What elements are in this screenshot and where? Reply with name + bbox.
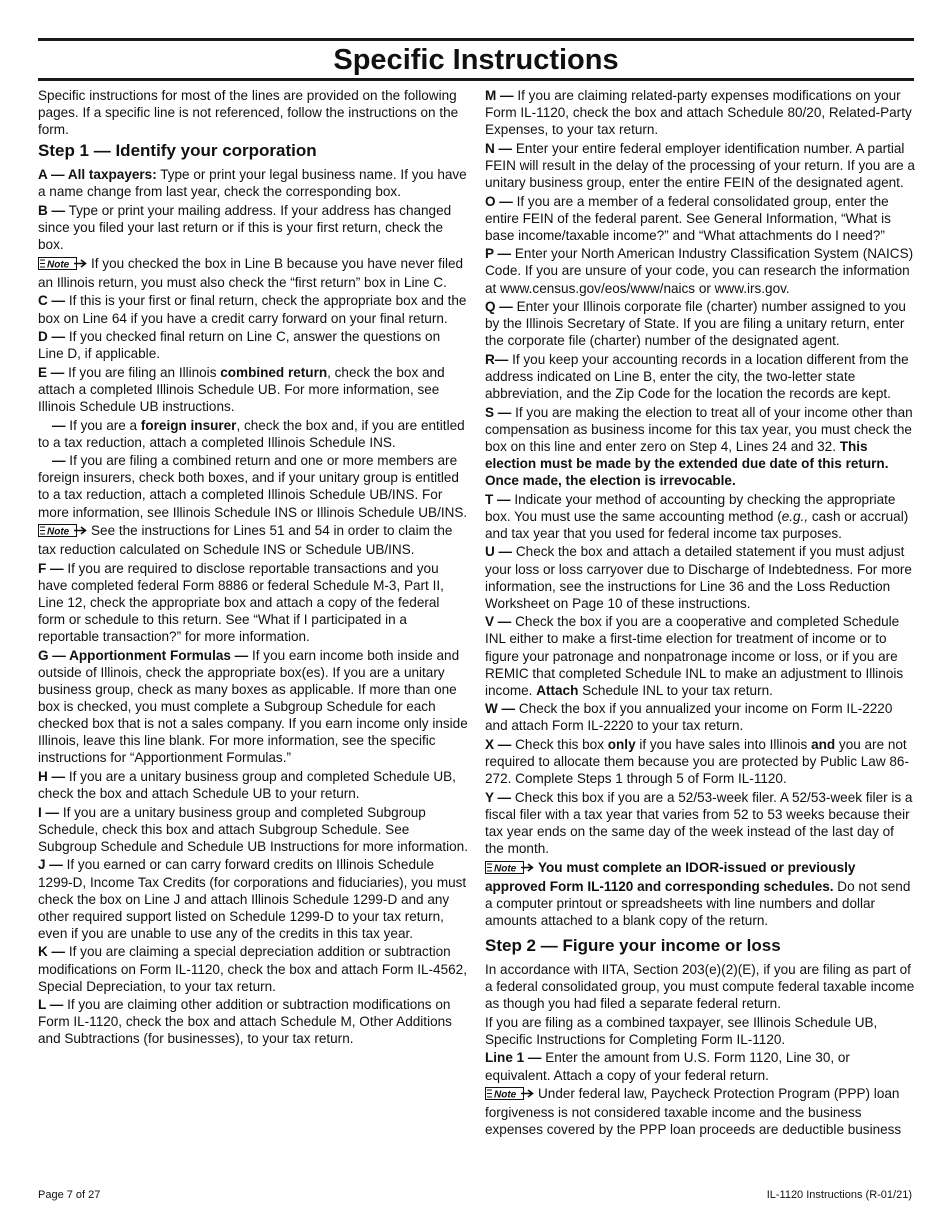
note-paragraph: Note Under federal law, Paycheck Protection Program (PPP) loan forgiveness is not considered taxable income and the business expenses covered by the PPP loan proceeds are deductible business — [485, 1086, 902, 1138]
top-rule — [38, 38, 914, 41]
line-k-paragraph: K — If you are claiming a special depreciation addition or subtraction modifications on Form IL-1120, check the box and attach Form IL-4562, Special Depreciation, to your tax return. — [38, 944, 467, 994]
line-n-paragraph: N — Enter your entire federal employer identification number. A partial FEIN will result in the delay of the processing of your return. If you are a unitary business group, enter the entire FEIN of the designated agent. — [485, 140, 915, 190]
line-x-paragraph: X — Check this box only if you have sales into Illinois and you are not required to allocate them because you are protected by Public Law 86-272. Complete Steps 1 through 5 of Form IL-1120. — [485, 736, 909, 787]
page-number: Page 7 of 27 — [38, 1189, 101, 1201]
step2-paragraph-2: If you are filing as a combined taxpayer, see Illinois Schedule UB, Specific Instructions for Completing Form IL-1120. — [485, 1014, 878, 1047]
line-h-paragraph: H — If you are a unitary business group and completed Schedule UB, check the box and attach Schedule UB to your return. — [38, 768, 456, 802]
note-paragraph: Note If you checked the box in Line B because you have never filed an Illinois return, you must also check the “first return” box in Line C. — [38, 255, 464, 290]
step1-heading: Step 1 — Identify your corporation — [38, 141, 317, 161]
svg-text:Note: Note — [494, 1089, 517, 1101]
line-y-paragraph: Y — Check this box if you are a 52/53-week filer. A 52/53-week filer is a fiscal filer with a tax year that varies from 52 to 53 weeks because their tax year ends on the same day of the week instead of the last day of the month. — [485, 789, 913, 857]
line-l-paragraph: L — If you are claiming other addition or subtraction modifications on Form IL-1120, check the box and attach Schedule M, Other Additions and Subtractions (for businesses), to your tax return. — [38, 997, 452, 1047]
line-i-paragraph: I — If you are a unitary business group and completed Subgroup Schedule, check this box and attach Subgroup Schedule. See Subgroup Schedule and Schedule UB Instructions for more information. — [38, 804, 468, 854]
line-a-paragraph: A — All taxpayers: Type or print your legal business name. If you have a name change from last year, check the corresponding box. — [38, 167, 467, 200]
line-w-paragraph: W — Check the box if you annualized your income on Form IL-2220 and attach Form IL-2220 to your tax return. — [485, 701, 893, 734]
note-icon — [485, 1087, 535, 1104]
line-j-paragraph: J — If you earned or can carry forward credits on Illinois Schedule 1299-D, Income Tax Credits (for corporations and fiduciaries), you must check the box on Line J and attach Illinois Schedule 1299-D and any other required support listed on Schedule 1299-D to your tax return, even if you are unable to use any of the credits in this tax year. — [38, 857, 467, 941]
line-o-paragraph: O — If you are a member of a federal consolidated group, enter the entire FEIN of the federal parent. See General Information, “What is base income/taxable income?” and “What attachments do I need?” — [485, 193, 891, 243]
line-e-paragraph: E — If you are filing an Illinois combined return, check the box and attach a completed Illinois Schedule UB. For more information, see Illinois Schedule UB instructions. — [38, 364, 445, 414]
note-icon — [485, 861, 535, 878]
line-u-paragraph: U — Check the box and attach a detailed statement if you must adjust your loss or loss carryover due to Discharge of Indebtedness. For more information, see the instructions for Line 36 and the Loss Reduction Worksheet on Page 10 of these instructions. — [485, 544, 912, 611]
step2-paragraph-1: In accordance with IITA, Section 203(e)(2)(E), if you are filing as part of a federal consolidated group, you must compute federal taxable income as though you had filed a separate federal return. — [485, 962, 915, 1012]
line-r-paragraph: R— If you keep your accounting records in a location different from the address indicated on Line B, enter the city, the two-letter state abbreviation, and the Zip Code for the location the records are kept. — [485, 351, 909, 402]
svg-text:Note: Note — [494, 863, 517, 874]
line-b-paragraph: B — Type or print your mailing address. If your address has changed since you filed your last return or if this is your first return, check the box. — [38, 202, 452, 253]
title-underline-rule — [38, 78, 914, 81]
right-column — [485, 87, 916, 1140]
line-q-paragraph: Q — Enter your Illinois corporate file (charter) number assigned to you by the Illinois Secretary of State. If you are filing a unitary return, enter the corporate file (charter) number of the designated agent. — [485, 299, 906, 349]
svg-text:Note: Note — [47, 526, 70, 538]
line-t-paragraph: T — Indicate your method of accounting by checking the appropriate box. You must use the same accounting method (e.g., cash or accrual) and tax year that you used for federal income tax purposes. — [485, 491, 909, 541]
line-v-paragraph: V — Check the box if you are a cooperative and completed Schedule INL either to make a first-time election for treatment of income or to figure your patronage and nonpatronage income or loss, or if you are REMIC that completed Schedule INL to make an adjustment to Illinois income. Attach Schedule INL to your tax return. — [485, 614, 904, 698]
form-revision: IL-1120 Instructions (R-01/21) — [766, 1189, 912, 1201]
note-paragraph: Note You must complete an IDOR-issued or previously approved Form IL-1120 and corresponding schedules. Do not send a computer printout or spreadsheets with line numbers and dollar amounts attached to a blank copy of the return. — [485, 859, 911, 928]
line-e-foreign-insurer-paragraph: — If you are a foreign insurer, check the box and, if you are entitled to a tax reduction, attach a completed Illinois Schedule INS. — [38, 417, 465, 450]
page-title: Specific Instructions — [333, 44, 619, 76]
line-s-paragraph: S — If you are making the election to treat all of your income other than compensation as business income for this tax year, you must check the box on this line and enter zero on Step 4, Lines 24 and 32. This election must be made by the extended due date of this return. Once made, the election is irrevocable. — [485, 404, 913, 489]
intro-paragraph: Specific instructions for most of the lines are provided on the following pages. If a specific line is not referenced, follow the instructions on the form. — [38, 88, 459, 138]
left-column — [38, 87, 469, 1049]
line-f-paragraph: F — If you are required to disclose reportable transactions and you have completed federal Form 8886 or federal Schedule M-3, Part II, Line 12, check the appropriate box and attach a copy of the federal form or schedule to this return. See “What if I participated in a reportable transaction?” for more information. — [38, 560, 444, 645]
note-icon — [38, 257, 88, 274]
line-1-paragraph: Line 1 — Enter the amount from U.S. Form 1120, Line 30, or equivalent. Attach a copy of your federal return. — [485, 1050, 850, 1083]
note-paragraph: Note See the instructions for Lines 51 and 54 in order to claim the tax reduction calculated on Schedule INS or Schedule UB/INS. — [38, 523, 453, 558]
line-d-paragraph: D — If you checked final return on Line C, answer the questions on Line D, if applicable. — [38, 329, 441, 362]
note-icon — [38, 524, 88, 541]
line-g-paragraph: G — Apportionment Formulas — If you earn income both inside and outside of Illinois, check the appropriate box(es). If you are a unitary business group, check as many boxes as applicable. If more than one box is checked, you must complete a Subgroup Schedule for each checked box that is not a sales company. If you earn income only inside Illinois, leave this line blank. For more information, see the specific instructions for “Apportionment Formulas.” — [38, 647, 468, 766]
line-c-paragraph: C — If this is your first or final return, check the appropriate box and the box on Line 64 if you have a credit carry forward on your final return. — [38, 293, 467, 326]
line-m-paragraph: M — If you are claiming related-party expenses modifications on your Form IL-1120, check the box and attach Schedule 80/20, Related-Party Expenses, to your tax return. — [485, 88, 912, 138]
line-e-combined-insurer-paragraph: — If you are filing a combined return and one or more members are foreign insurers, check both boxes, and if your unitary group is entitled to a tax reduction, attach a completed Illinois Schedule UB/INS. For more information, see Illinois Schedule INS or Illinois Schedule UB/INS. — [38, 453, 468, 520]
line-p-paragraph: P — Enter your North American Industry Classification System (NAICS) Code. If you are unsure of your code, you can research the information at www.census.gov/eos/www/naics or www.irs.gov. — [485, 246, 914, 296]
step2-heading: Step 2 — Figure your income or loss — [485, 936, 781, 955]
svg-text:Note: Note — [47, 259, 70, 270]
